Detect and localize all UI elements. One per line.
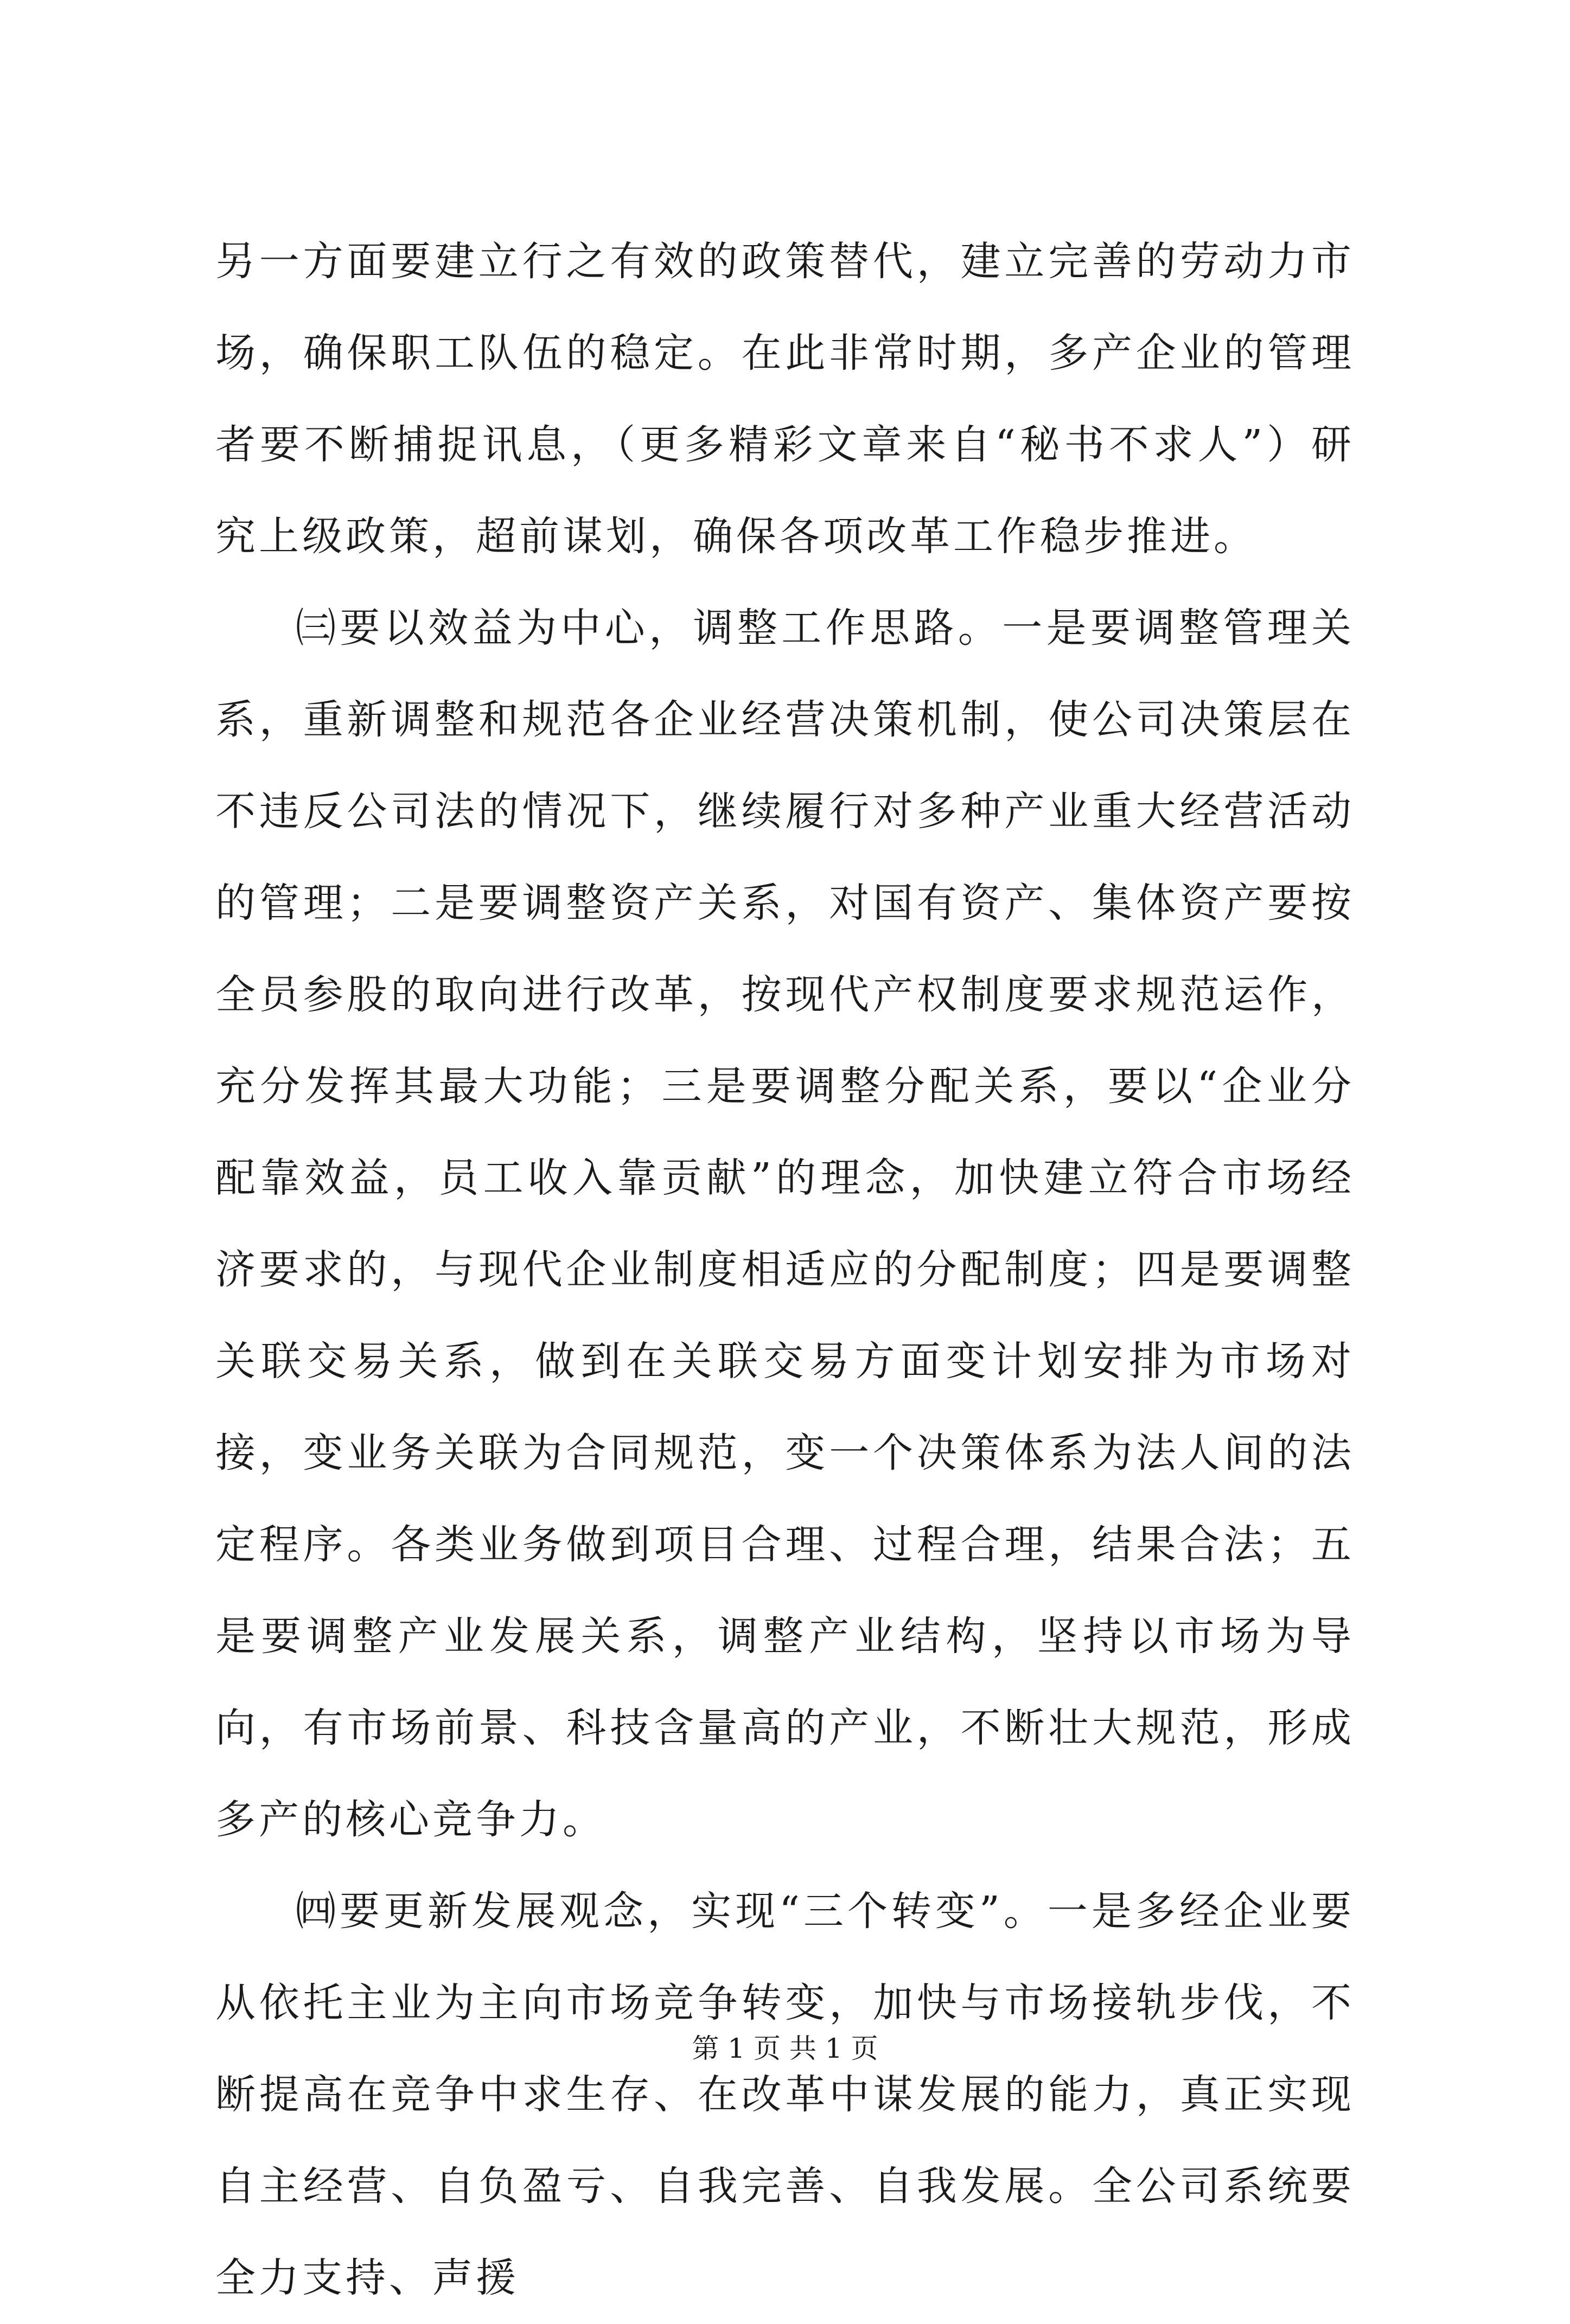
document-body bbox=[215, 216, 1355, 2324]
paragraph-1: 另一方面要建立行之有效的政策替代，建立完善的劳动力市场，确保职工队伍的稳定。在此非常时期，多产企业的管理者要不断捕捉讯息，（更多精彩文章来自“秘书不求人”）研究上级政策，超前谋划，确保各项改革工作稳步推进。 bbox=[215, 238, 1355, 560]
paragraph-2: ㈢要以效益为中心，调整工作思路。一是要调整管理关系，重新调整和规范各企业经营决策机制，使公司决策层在不违反公司法的情况下，继续履行对多种产业重大经营活动的管理；二是要调整资产关系，对国有资产、集体资产要按全员参股的取向进行改革，按现代产权制度要求规范运作，充分发挥其最大功能；三是要调整分配关系，要以“企业分配靠效益，员工收入靠贡献”的理念，加快建立符合市场经济要求的，与现代企业制度相适应的分配制度；四是要调整关联交易关系，做到在关联交易方面变计划安排为市场对接，变业务关联为合同规范，变一个决策体系为法人间的法定程序。各类业务做到项目合理、过程合理，结果合法；五是要调整产业发展关系，调整产业结构，坚持以市场为导向，有市场前景、科技含量高的产业，不断壮大规范，形成多产的核心竞争力。 bbox=[215, 605, 1355, 1843]
page-footer: 第 1 页 共 1 页 bbox=[692, 2033, 878, 2064]
paragraph-3: ㈣要更新发展观念，实现“三个转变”。一是多经企业要从依托主业为主向市场竞争转变，加快与市场接轨步伐，不断提高在竞争中求生存、在改革中谋发展的能力，真正实现自主经营、自负盈亏、自我完善、自我发展。全公司系统要全力支持、声援 bbox=[215, 1888, 1355, 2301]
